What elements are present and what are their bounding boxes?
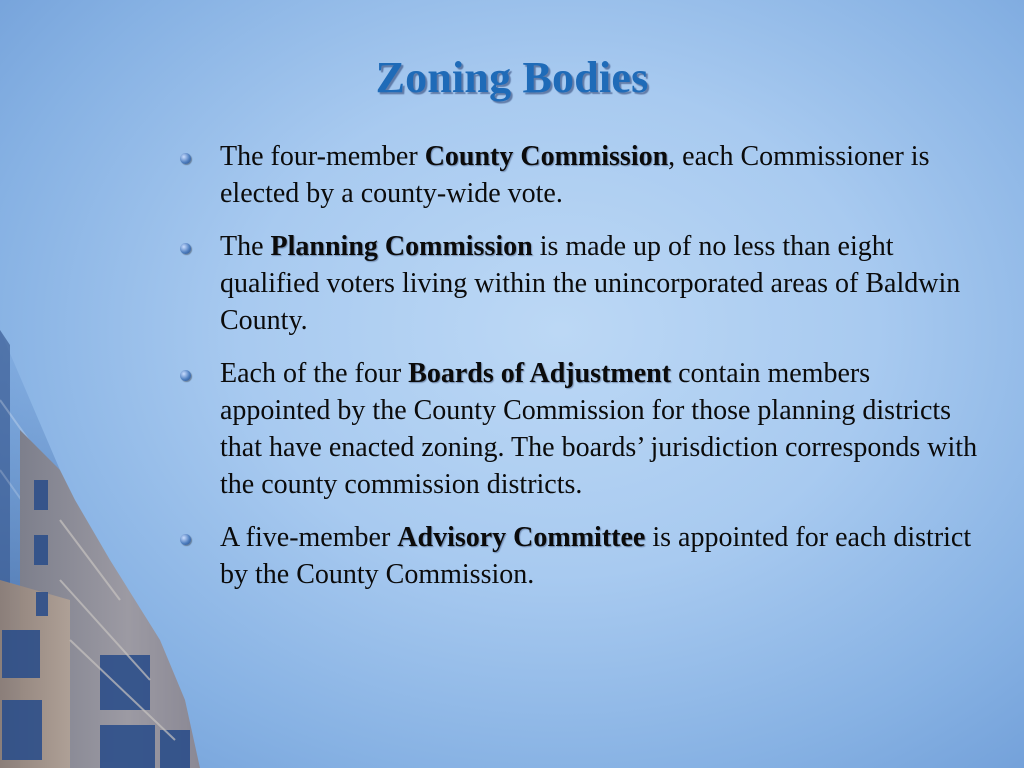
- bullet-item: [178, 228, 978, 339]
- bullet-text: A five-member: [220, 522, 398, 553]
- slide-title: Zoning Bodies: [375, 53, 649, 102]
- bullet-text: The four-member: [220, 141, 425, 172]
- bullet-text: is made up of no less than eight qualified voters living within the unincorporated areas of Baldwin County.: [220, 231, 961, 336]
- bullet-text: is appointed for each district by the County Commission.: [220, 522, 972, 590]
- bullet-text: contain members appointed by the County Commission for those planning districts that have enacted zoning. The boards’ jurisdiction corresponds with the county commission districts.: [220, 358, 978, 500]
- bullet-term: Boards of Adjustment: [408, 358, 672, 389]
- bullet-item: [178, 355, 978, 503]
- bullet-term: Advisory Committee: [397, 522, 646, 553]
- bullet-item: [178, 519, 978, 593]
- sphere-bullet-icon: [180, 534, 191, 545]
- bullet-text: The: [220, 231, 271, 262]
- sphere-bullet-icon: [180, 370, 191, 381]
- bullet-item: [178, 138, 978, 212]
- bullet-term: Planning Commission: [270, 231, 533, 262]
- sphere-bullet-icon: [180, 153, 191, 164]
- bullet-list: [178, 138, 978, 609]
- bullet-text: , each Commissioner is elected by a county-wide vote.: [220, 141, 930, 209]
- sphere-bullet-icon: [180, 243, 191, 254]
- office-building-illustration: [0, 0, 200, 768]
- bullet-text: Each of the four: [220, 358, 409, 389]
- bullet-term: County Commission: [424, 141, 669, 172]
